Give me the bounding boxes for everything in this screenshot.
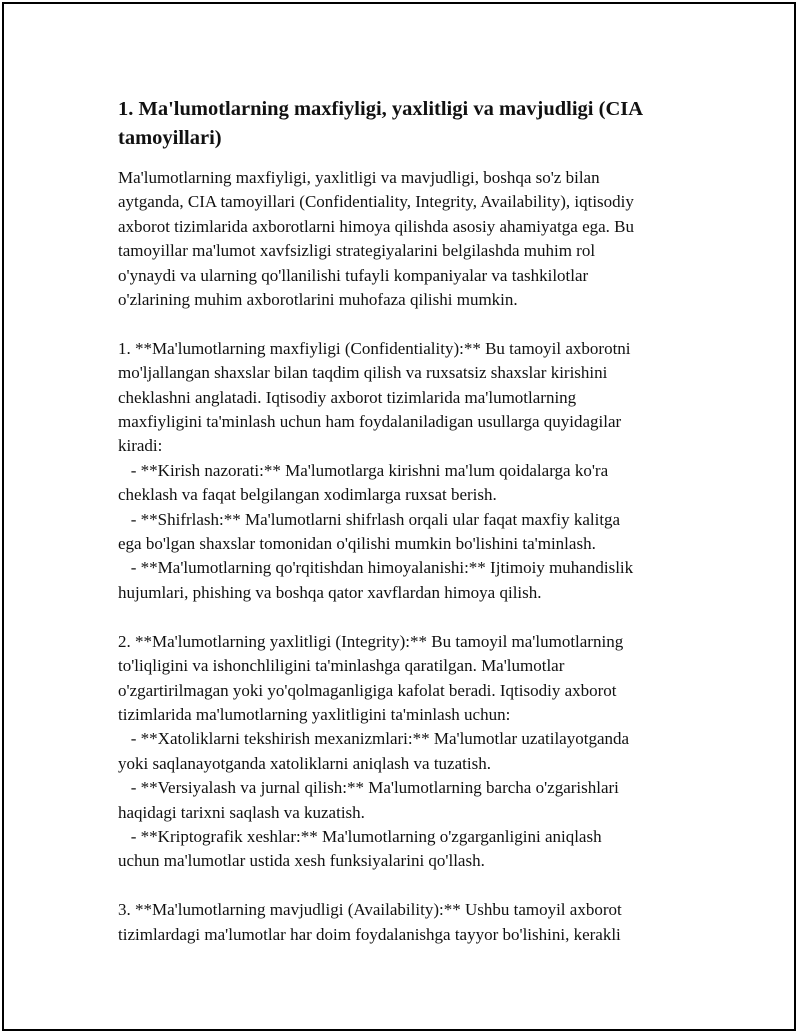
paragraph-gap: [118, 312, 692, 336]
integrity-section: [118, 630, 692, 874]
confidentiality-section: [118, 337, 692, 605]
list-item-line: hujumlari, phishing va boshqa qator xavflardan himoya qilish.: [118, 582, 542, 602]
paragraph-line: kiradi:: [118, 436, 163, 456]
paragraph-line: 2. **Ma'lumotlarning yaxlitligi (Integrity):** Bu tamoyil ma'lumotlarning: [118, 631, 624, 651]
list-item-line: - **Ma'lumotlarning qo'rqitishdan himoyalanishi:** Ijtimoiy muhandislik: [118, 558, 634, 578]
list-item-line: uchun ma'lumotlar ustida xesh funksiyalarini qo'llash.: [118, 851, 485, 871]
section-heading: [118, 95, 692, 153]
intro-paragraph: [118, 166, 692, 312]
paragraph-line: o'zgartirilmagan yoki yo'qolmaganligiga kafolat beradi. Iqtisodiy axborot: [118, 680, 617, 700]
paragraph-line: aytganda, CIA tamoyillari (Confidentiality, Integrity, Availability), iqtisodiy: [118, 192, 634, 212]
paragraph-line: maxfiyligini ta'minlash uchun ham foydalaniladigan usullarga quyidagilar: [118, 412, 622, 432]
list-item-line: yoki saqlanayotganda xatoliklarni aniqlash va tuzatish.: [118, 753, 491, 773]
paragraph-line: o'zlarining muhim axborotlarini muhofaza qilishi mumkin.: [118, 290, 518, 310]
list-item-line: - **Kirish nazorati:** Ma'lumotlarga kirishni ma'lum qoidalarga ko'ra: [118, 460, 609, 480]
paragraph-gap: [118, 605, 692, 629]
list-item-line: - **Xatoliklarni tekshirish mexanizmlari:** Ma'lumotlar uzatilayotganda: [118, 729, 630, 749]
paragraph-line: 3. **Ma'lumotlarning mavjudligi (Availability):** Ushbu tamoyil axborot: [118, 900, 622, 920]
list-item-line: ega bo'lgan shaxslar tomonidan o'qilishi mumkin bo'lishini ta'minlash.: [118, 534, 596, 554]
paragraph-line: tamoyillar ma'lumot xavfsizligi strategiyalarini belgilashda muhim rol: [118, 241, 596, 261]
availability-section: [118, 898, 692, 947]
list-item-line: - **Versiyalash va jurnal qilish:** Ma'lumotlarning barcha o'zgarishlari: [118, 778, 619, 798]
list-item-line: - **Kriptografik xeshlar:** Ma'lumotlarning o'zgarganligini aniqlash: [118, 826, 602, 846]
paragraph-line: to'liqligini va ishonchliligini ta'minlashga qaratilgan. Ma'lumotlar: [118, 656, 565, 676]
paragraph-line: Ma'lumotlarning maxfiyligi, yaxlitligi va mavjudligi, boshqa so'z bilan: [118, 168, 600, 187]
heading-line: tamoyillari): [118, 127, 222, 149]
heading-line: 1. Ma'lumotlarning maxfiyligi, yaxlitligi va mavjudligi (CIA: [118, 98, 644, 120]
paragraph-line: o'ynaydi va ularning qo'llanilishi tufayli kompaniyalar va tashkilotlar: [118, 265, 589, 285]
list-item-line: - **Shifrlash:** Ma'lumotlarni shifrlash orqali ular faqat maxfiy kalitga: [118, 509, 621, 529]
paragraph-line: mo'ljallangan shaxslar bilan taqdim qilish va ruxsatsiz shaxslar kirishini: [118, 363, 608, 383]
paragraph-line: cheklashni anglatadi. Iqtisodiy axborot tizimlarida ma'lumotlarning: [118, 387, 577, 407]
paragraph-gap: [118, 874, 692, 898]
paragraph-line: tizimlarida ma'lumotlarning yaxlitligini ta'minlash uchun:: [118, 704, 511, 724]
paragraph-line: tizimlardagi ma'lumotlar har doim foydalanishga tayyor bo'lishini, kerakli: [118, 924, 621, 944]
document-body: [118, 95, 692, 947]
paragraph-line: 1. **Ma'lumotlarning maxfiyligi (Confidentiality):** Bu tamoyil axborotni: [118, 338, 631, 358]
paragraph-line: axborot tizimlarida axborotlarni himoya qilishda asosiy ahamiyatga ega. Bu: [118, 216, 635, 236]
list-item-line: haqidagi tarixni saqlash va kuzatish.: [118, 802, 365, 822]
list-item-line: cheklash va faqat belgilangan xodimlarga ruxsat berish.: [118, 485, 497, 505]
